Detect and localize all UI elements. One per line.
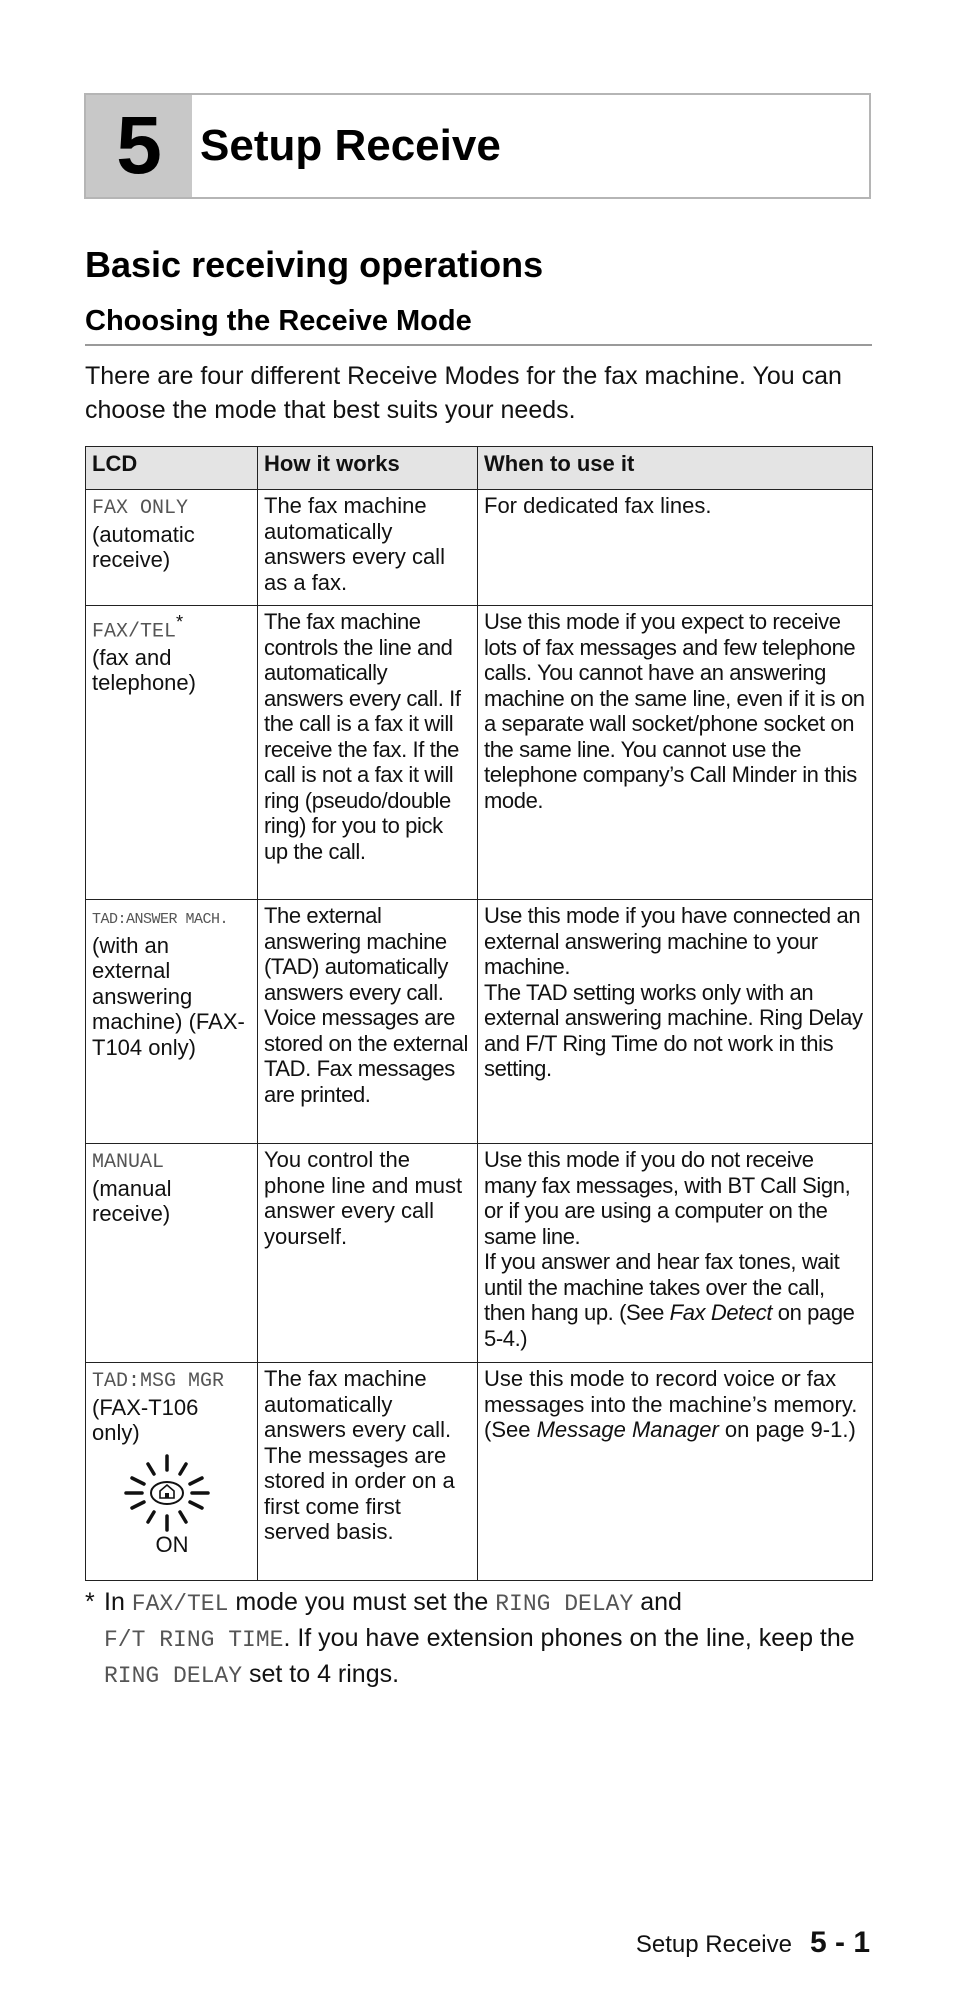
lcd-cell — [86, 1144, 258, 1363]
footnote-marker: * — [176, 611, 184, 632]
footnote-text: and — [633, 1588, 682, 1616]
lcd-text: MANUAL — [92, 1151, 165, 1174]
lcd-cell — [86, 900, 258, 1144]
column-header-when: When to use it — [478, 447, 873, 490]
when-text: on page 5-4.) — [484, 1300, 855, 1351]
when-text: Use this mode if you have connected an external answering machine to your machine. — [484, 903, 861, 979]
when-text: If you answer and hear fax tones, wait until the machine takes over the call, then hang up. (See — [484, 1249, 840, 1325]
receive-mode-table — [85, 446, 873, 1581]
lcd-note: (fax and telephone) — [92, 644, 196, 696]
lcd-cell — [86, 1363, 258, 1581]
footnote-text: mode you must set the — [228, 1588, 496, 1616]
section-title: Basic receiving operations — [85, 244, 544, 285]
when-cell — [478, 1144, 873, 1363]
table-header-row — [86, 447, 873, 490]
footnote-text: . If you have extension phones on the line, keep the — [283, 1624, 855, 1652]
lcd-cell — [86, 606, 258, 900]
footnote-star: * — [85, 1588, 95, 1616]
table-row — [86, 490, 873, 606]
when-text: The TAD setting works only with an external answering machine. Ring Delay and F/T Ring Time do not work in this setting. — [484, 979, 863, 1081]
lcd-cell — [86, 490, 258, 606]
column-header-lcd: LCD — [86, 447, 258, 490]
icon-label: ON — [155, 1531, 189, 1557]
lcd-note: (automatic receive) — [92, 521, 195, 572]
lcd-text: TAD:MSG MGR — [92, 1370, 225, 1393]
when-cell: For dedicated fax lines. — [478, 490, 873, 606]
how-cell: The fax machine automatically answers every call. The messages are stored in order on a first come first served basis. — [258, 1363, 478, 1581]
lcd-text: FAX ONLY — [92, 497, 189, 520]
how-cell: The external answering machine (TAD) automatically answers every call. Voice messages are stored on the external TAD. Fax messages are printed. — [258, 900, 478, 1144]
cross-reference: Message Manager — [536, 1417, 719, 1442]
lcd-note: (with an external answering machine) (FAX-T104 only) — [92, 932, 245, 1060]
lcd-note: (manual receive) — [92, 1175, 172, 1226]
lcd-setting: RING DELAY — [495, 1591, 634, 1617]
lcd-setting: FAX/TEL — [131, 1591, 229, 1617]
page-number: 5 - 1 — [809, 1926, 870, 1959]
footnote — [85, 1585, 885, 1693]
lcd-setting: F/T RING TIME — [104, 1627, 284, 1653]
table-row — [86, 1144, 873, 1363]
lcd-text: FAX/TEL — [92, 620, 177, 644]
when-cell — [478, 1363, 873, 1581]
subsection-title: Choosing the Receive Mode — [85, 305, 872, 346]
how-cell: You control the phone line and must answer every call yourself. — [258, 1144, 478, 1363]
how-cell: The fax machine controls the line and automatically answers every call. If the call is a fax it will receive the fax. If the call is not a fax it will ring (pseudo/double ring) for you to pick up the call. — [258, 606, 478, 900]
table-row — [86, 900, 873, 1144]
footnote-text: In — [104, 1588, 132, 1616]
page-footer — [636, 1926, 870, 1960]
how-cell: The fax machine automatically answers every call as a fax. — [258, 490, 478, 606]
footnote-text: set to 4 rings. — [242, 1660, 400, 1688]
when-text: Use this mode to record voice or fax messages into the machine’s memory. (See — [484, 1366, 858, 1442]
when-cell — [478, 900, 873, 1144]
table-row — [86, 1363, 873, 1581]
lcd-text: TAD:ANSWER MACH. — [92, 911, 229, 928]
footer-chapter-label: Setup Receive — [635, 1931, 792, 1958]
when-text: Use this mode if you do not receive many fax messages, with BT Call Sign, or if you are using a computer on the same line. — [484, 1147, 851, 1249]
chapter-number: 5 — [86, 95, 192, 197]
tad-button-light-icon — [122, 1454, 212, 1534]
lcd-setting: RING DELAY — [104, 1663, 243, 1689]
table-row — [86, 606, 873, 900]
when-cell: Use this mode if you expect to receive lots of fax messages and few telephone calls. You cannot have an answering machine on the same line, even if it is on a separate wall socket/phone socket on the same line. You cannot use the telephone company’s Call Minder in this mode. — [478, 606, 873, 900]
cross-reference: Fax Detect — [669, 1300, 773, 1325]
chapter-title: Setup Receive — [200, 121, 501, 170]
chapter-header — [84, 93, 871, 199]
column-header-how: How it works — [258, 447, 478, 490]
lcd-note: (FAX-T106 only) — [92, 1394, 199, 1445]
intro-paragraph: There are four different Receive Modes for the fax machine. You can choose the mode that best suits your needs. — [85, 362, 842, 424]
when-text: on page 9-1.) — [718, 1417, 856, 1442]
